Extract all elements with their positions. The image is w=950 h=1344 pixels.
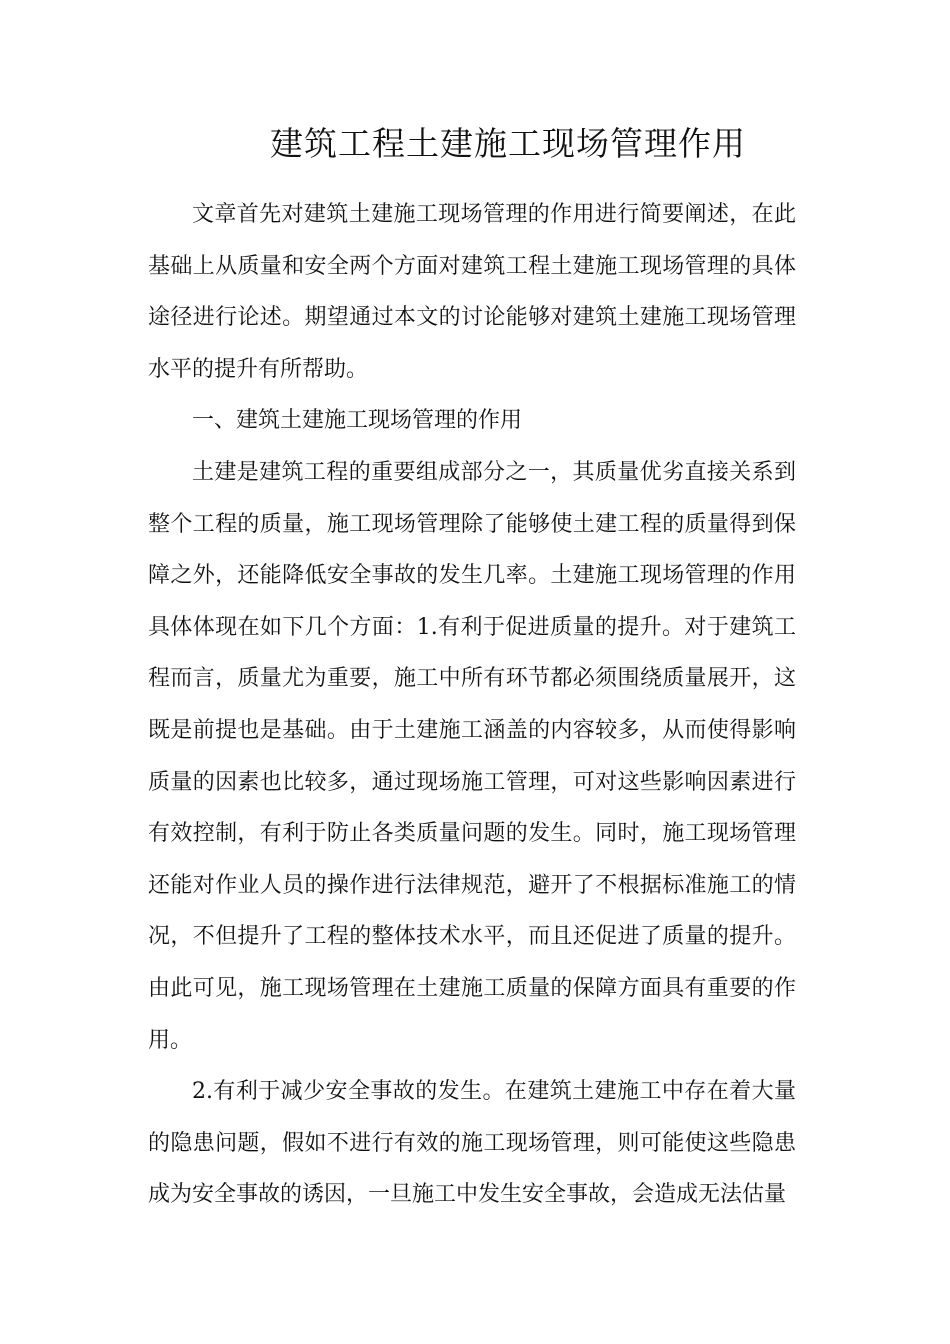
section-heading: 一、建筑土建施工现场管理的作用 (192, 408, 523, 434)
paragraph-quality: 土建是建筑工程的重要组成部分之一，其质量优劣直接关系到整个工程的质量，施工现场管理除了能够使土建工程的质量得到保障之外，还能降低安全事故的发生几率。土建施工现场管理的作用具体体现在如下几个方面：1.有利于促进质量的提升。对于建筑工程而言，质量尤为重要，施工中所有环节都必须围绕质量展开，这既是前提也是基础。由于土建施工涵盖的内容较多，从而使得影响质量的因素也比较多，通过现场施工管理，可对这些影响因素进行有效控制，有利于防止各类质量问题的发生。同时，施工现场管理还能对作业人员的操作进行法律规范，避开了不根据标准施工的情况，不但提升了工程的整体技术水平，而且还促进了质量的提升。由此可见，施工现场管理在土建施工质量的保障方面具有重要的作用。 (148, 459, 796, 1053)
paragraph-abstract: 文章首先对建筑土建施工现场管理的作用进行简要阐述，在此基础上从质量和安全两个方面对建筑工程土建施工现场管理的具体途径进行论述。期望通过本文的讨论能够对建筑土建施工现场管理水平的提升有所帮助。 (148, 202, 796, 382)
document-body (148, 189, 796, 1221)
paragraph-safety: 2.有利于减少安全事故的发生。在建筑土建施工中存在着大量的隐患问题，假如不进行有效的施工现场管理，则可能使这些隐患成为安全事故的诱因，一旦施工中发生安全事故，会造成无法估量 (148, 1079, 796, 1208)
document-title: 建筑工程土建施工现场管理作用 (270, 124, 746, 163)
